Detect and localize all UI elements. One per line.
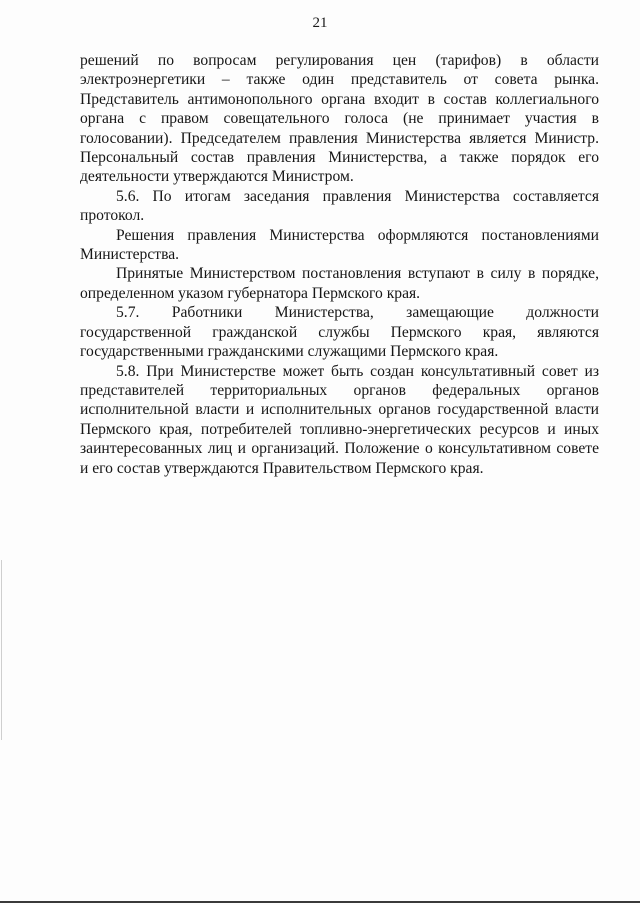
- paragraph-5-8: 5.8. При Министерстве может быть создан консультативный совет из представителей территориальных органов федеральных органов исполнительной власти и исполнительных органов государственной власти Пермского края, потребителей топливно-энергетических ресурсов и иных заинтересованных лиц и организаций. Положение о консультативном совете и его состав утверждаются Правительством Пермского края.: [80, 362, 599, 477]
- paragraph-5-6: 5.6. По итогам заседания правления Министерства составляется протокол.: [80, 187, 599, 225]
- paragraph-continuation: решений по вопросам регулирования цен (тарифов) в области электроэнергетики – также один представитель от совета рынка. Представитель антимонопольного органа входит в состав коллегиального органа с правом совещательного голоса (не принимает участия в голосовании). Председателем правления Министерства является Министр. Персональный состав правления Министерства, а также порядок его деятельности утверждаются Министром.: [80, 52, 599, 186]
- page-number: 21: [312, 15, 328, 31]
- paragraph-5-7: 5.7. Работники Министерства, замещающие должности государственной гражданской службы Пермского края, являются государственными гражданскими служащими Пермского края.: [80, 304, 599, 361]
- scan-edge-left: [1, 560, 2, 740]
- paragraph-5-6-enforcement: Принятые Министерством постановления вступают в силу в порядке, определенном указом губернатора Пермского края.: [80, 265, 599, 302]
- paragraph-5-6-decisions: Решения правления Министерства оформляются постановлениями Министерства.: [80, 226, 599, 264]
- scan-edge-bottom: [0, 901, 640, 903]
- document-body: [80, 51, 599, 478]
